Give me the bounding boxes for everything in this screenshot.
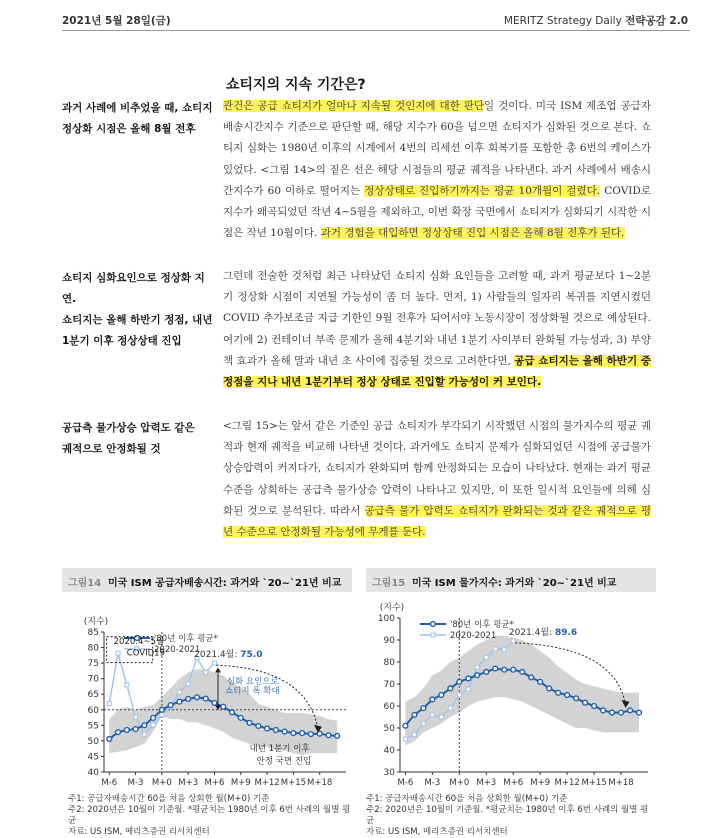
series-2020-2021-point [204, 670, 208, 674]
sidebar-note-line: 쇼티지 심화요인으로 정상화 지연. [62, 272, 205, 305]
series-2020-2021-point [186, 682, 190, 686]
series-average-point [151, 715, 156, 720]
y-unit-label: (지수) [83, 617, 109, 627]
range-band [109, 669, 337, 755]
series-average-point [291, 731, 296, 736]
figure-14-notes [68, 794, 352, 838]
note-line: 자료: US ISM, 메리츠증권 리서치센터 [366, 827, 508, 837]
series-average-point [256, 724, 261, 729]
series-average-point [502, 667, 507, 672]
x-tick-label: M+9 [230, 778, 251, 788]
note-line: 주2: 2020년은 10월이 기준월. *평균치는 1980년 이후 6번 사례의 월별 평균 [366, 805, 649, 826]
x-tick-label: M+6 [204, 778, 225, 788]
peak-value: 75.0 [240, 650, 263, 661]
x-tick-label: M+12 [554, 778, 580, 788]
series-average-point [403, 723, 408, 728]
series-2020-2021-point [511, 639, 515, 643]
series-average-point [547, 686, 552, 691]
series-average-point [300, 731, 305, 736]
series-average-point [335, 734, 340, 739]
series-average-point [601, 708, 606, 713]
series-average-point [565, 693, 570, 698]
x-tick-label: M+3 [476, 778, 497, 788]
widening-label-1: 심화 요인으로 [226, 676, 279, 687]
figure-14-title-bar [62, 568, 352, 592]
series-2020-2021-point [475, 665, 479, 669]
series-average-point [466, 676, 471, 681]
peak-annotation [509, 626, 577, 638]
series-average-point [186, 696, 191, 701]
x-tick-label: M+12 [254, 778, 280, 788]
series-average-point [124, 728, 129, 733]
sidebar-note-line: 공급측 물가상승 압력도 같은 [62, 422, 195, 434]
series-average-point [574, 696, 579, 701]
legend-current-label: 2020-2021 [450, 631, 497, 641]
series-2020-2021-point [403, 737, 407, 741]
series-2020-2021-point [151, 723, 155, 727]
series-average-point [159, 707, 164, 712]
range-band [405, 636, 639, 746]
y-tick-label: 60 [383, 702, 395, 712]
covid-label-2: COVID19 [126, 648, 165, 659]
series-average-point [421, 706, 426, 711]
series-average-point [511, 667, 516, 672]
x-tick-label: M+15 [581, 778, 607, 788]
figure-14 [62, 568, 352, 837]
figure-15-title-bar [366, 568, 656, 592]
figure-15 [366, 568, 656, 837]
figure-title: 미국 ISM 물가지수: 과거와 `20~`21년 비교 [412, 578, 617, 589]
series-average-point [556, 690, 561, 695]
series-average-point [439, 693, 444, 698]
y-tick-label: 50 [383, 724, 395, 734]
brand-name: MERITZ Strategy Daily [503, 15, 622, 27]
legend-average-label: '80년 이후 평균* [450, 620, 514, 630]
y-tick-label: 60 [87, 705, 99, 716]
highlight-text: 과거 경험을 대입하면 정상상태 진입 시점은 올해 8월 전후가 된다. [320, 227, 625, 240]
series-average-point [195, 695, 200, 700]
series-average-point [221, 704, 226, 709]
series-2020-2021-point [502, 648, 506, 652]
highlight-text: 정상상태로 진입하기까지는 평균 10개월이 걸렸다. [364, 184, 601, 197]
chart-15-svg [366, 592, 656, 792]
series-2020-2021-point [484, 655, 488, 659]
body-text: COVID로 지수가 왜곡되었던 작년 4~5월을 제외하고, 이번 확장 국면에서 쇼티지가 심화되기 시작한 시점은 작년 10월이다. [223, 184, 651, 240]
series-2020-2021-point [448, 706, 452, 710]
series-average-point [430, 697, 435, 702]
chart-14-svg [62, 592, 352, 792]
series-average-point [142, 723, 147, 728]
note-line: 자료: US ISM, 메리츠증권 리서치센터 [68, 827, 210, 837]
series-average-point [107, 737, 112, 742]
series-2020-2021-point [421, 722, 425, 726]
y-tick-label: 100 [377, 614, 395, 624]
y-tick-label: 55 [87, 721, 99, 732]
paragraph-1 [223, 96, 651, 244]
series-average-point [619, 710, 624, 715]
x-tick-label: M+18 [307, 778, 333, 788]
product-name: 전략공감 2.0 [625, 15, 688, 27]
series-average-point [282, 729, 287, 734]
series-average-point [628, 708, 633, 713]
y-tick-label: 40 [87, 768, 99, 778]
series-average-point [448, 686, 453, 691]
series-average-point [273, 728, 278, 733]
sidebar-note-1 [62, 98, 216, 140]
x-tick-label: M+6 [503, 778, 524, 788]
x-tick-label: M-6 [397, 778, 414, 788]
figure-15-notes [366, 794, 656, 838]
y-unit-label: (지수) [379, 603, 405, 613]
sidebar-note-line: 과거 사례에 비추었을 때, 쇼티지 [62, 102, 213, 114]
sidebar-note-line: 쇼티지는 올해 하반기 정점, 내년 [62, 314, 213, 326]
series-2020-2021-point [493, 647, 497, 651]
note-line: 주2: 2020년은 10월이 기준월. *평균치는 1980년 이후 6번 사례의 월별 평균 [68, 805, 351, 826]
highlight-text: 공급측 물가 압력도 쇼티지가 완화되는 것과 같은 궤적으로 평년 수준으로 안정화될 가능성에 무게를 둔다. [223, 504, 651, 539]
stabilize-label-2: 안정 국면 진입 [256, 756, 312, 767]
series-2020-2021-point [439, 715, 443, 719]
sidebar-note-line: 1분기 이후 정상상태 진입 [62, 335, 182, 347]
body-text: 그런데 전술한 것처럼 최근 나타났던 쇼티지 심화 요인들을 고려할 때, 과거 평균보다 1~2분기 정상화 시점이 지연될 가능성이 좀 더 높다. 먼저, 1) 사람들의 일자리 복귀를 지연시켰던 COVID 추가보조금 지급 기한인 9월 전후가 되어서야 노동시장이 정상화될 것으로 예상된다. 여기에 2) 컨테이너 부족 문제가 올해 4분기와 내년 1분기 사이부터 완화될 가능성과, 3) 부양책 효과가 올해 말과 내년 초 사이에 집중될 것으로 고려한다면, [223, 270, 651, 367]
legend-average-marker [431, 622, 436, 627]
x-tick-label: M+3 [178, 778, 199, 788]
peak-label: 2021.4월: [194, 650, 241, 661]
section-title: 쇼티지의 지속 기간은? [226, 77, 366, 93]
sidebar-note-3 [62, 418, 216, 460]
figure-title: 미국 ISM 공급자배송시간: 과거와 `20~`21년 비교 [108, 578, 342, 589]
paragraph-3 [223, 416, 651, 543]
y-tick-label: 70 [383, 680, 395, 690]
series-average-point [475, 673, 480, 678]
covid-label: 2020.4~5월 [113, 636, 165, 647]
y-tick-label: 80 [383, 658, 395, 668]
sidebar-note-line: 궤적으로 안정화될 것 [62, 443, 161, 455]
series-average-point [520, 670, 525, 675]
body-text: 일 것이다. 미국 ISM 제조업 공급자배송시간지수 기준으로 판단할 때, 해당 지수가 60을 넘으면 쇼티지가 심화된 것으로 본다. 쇼티지 심화는 1980년 이후의 시계에서 4번의 리세션 이후 회복기를 포함한 총 6번의 케이스가 있었다. <그림 14>의 짙은 선은 해당 시점들의 평균 궤적을 나타낸다. 과거 사례에서 배송시간지수가 60 이하로 떨어지는 [223, 100, 651, 197]
y-tick-label: 45 [87, 752, 99, 763]
series-average-point [309, 732, 314, 737]
highlight-text: 관건은 공급 쇼티지가 얼마나 지속될 것인지에 대한 판단 [223, 100, 485, 112]
report-date: 2021년 5월 28일(금) [62, 15, 171, 27]
y-tick-label: 70 [87, 674, 99, 685]
series-average-point [583, 700, 588, 705]
series-average-point [637, 710, 642, 715]
series-2020-2021-point [142, 732, 146, 736]
highlight-text: 공급 쇼티지는 올해 하반기 중 정점을 지나 내년 1분기부터 정상 상태로 진입할 가능성이 커 보인다. [223, 354, 651, 389]
x-tick-label: M+0 [449, 778, 470, 788]
y-tick-label: 80 [87, 643, 99, 654]
series-average-point [493, 666, 498, 671]
series-2020-2021-point [212, 661, 216, 665]
series-average-point [168, 703, 173, 708]
series-average-point [247, 720, 252, 725]
body-text: <그림 15>는 앞서 같은 기준인 공급 쇼티지가 부각되기 시작했던 시점의 물가지수의 평균 궤적과 현재 궤적을 비교해 나타낸 것이다. 과거에도 쇼티지 문제가 심화되었던 시점에 공급물가 상승압력이 커지다가, 쇼티지가 완화되며 함께 안정화되는 모습이 나타났다. 현재는 과거 평균수준을 상회하는 공급측 물가상승 압력이 나타나고 있지만, 이 또한 일시적 요인들에 의해 심화된 것으로 분석된다. 따라서 [223, 420, 651, 517]
y-tick-label: 30 [383, 768, 395, 778]
series-average-point [592, 704, 597, 709]
note-line: 주1: 공급자배송시간 60을 처음 상회한 월(M+0) 기준 [366, 794, 568, 804]
figure-tag: 그림14 [68, 578, 102, 589]
y-tick-label: 90 [383, 636, 395, 646]
stabilize-label-1: 내년 1분기 이후 [249, 744, 310, 755]
note-line: 주1: 공급자배송시간 60을 처음 상회한 월(M+0) 기준 [68, 794, 270, 804]
series-average-point [457, 679, 462, 684]
y-tick-label: 65 [87, 690, 99, 701]
sidebar-note-line: 정상화 시점은 올해 8월 전후 [62, 123, 196, 135]
series-2020-2021-point [134, 715, 138, 719]
series-average-point [412, 712, 417, 717]
series-2020-2021-point [430, 713, 434, 717]
y-tick-label: 40 [383, 746, 395, 756]
series-average-point [265, 726, 270, 731]
series-2020-2021-point [466, 687, 470, 691]
paragraph-2 [223, 266, 651, 393]
legend-current-marker [431, 633, 435, 637]
series-2020-2021-point [412, 733, 416, 737]
y-tick-label: 75 [87, 659, 99, 670]
series-2020-2021-point [457, 693, 461, 697]
legend-current-label: 2020-2021 [154, 645, 201, 655]
x-tick-label: M+18 [608, 778, 634, 788]
series-2020-2021-point [107, 702, 111, 706]
y-tick-label: 50 [87, 736, 99, 747]
series-average-point [230, 710, 235, 715]
series-average-point [133, 727, 138, 732]
series-average-point [538, 679, 543, 684]
series-average-point [212, 701, 217, 706]
series-average-point [177, 699, 182, 704]
report-brand [504, 13, 688, 28]
series-average-point [116, 730, 121, 735]
x-tick-label: M+9 [530, 778, 551, 788]
figure-tag: 그림15 [372, 578, 406, 589]
x-tick-label: M+0 [151, 778, 172, 788]
series-average-point [326, 733, 331, 738]
series-average-point [238, 715, 243, 720]
series-average-point [203, 696, 208, 701]
x-tick-label: M-3 [127, 778, 144, 788]
series-2020-2021-point [177, 690, 181, 694]
peak-annotation [194, 648, 262, 660]
peak-value: 89.6 [554, 627, 578, 638]
y-tick-label: 85 [87, 628, 99, 638]
x-tick-label: M-3 [424, 778, 441, 788]
series-2020-2021-point [125, 683, 129, 687]
series-average-point [610, 710, 615, 715]
x-tick-label: M+15 [280, 778, 307, 788]
peak-label: 2021.4월: [508, 627, 555, 638]
series-2020-2021-point [116, 651, 120, 655]
widening-arrow-head-up [215, 667, 221, 672]
widening-label-2: 쇼티지 폭 확대 [225, 686, 280, 697]
legend-average-label: '80년 이후 평균* [154, 634, 218, 644]
series-average-point [484, 670, 489, 675]
sidebar-note-2 [62, 268, 216, 352]
series-average-point [529, 675, 534, 680]
x-tick-label: M-6 [101, 778, 118, 788]
header-divider [62, 30, 690, 31]
series-2020-2021-point [160, 713, 164, 717]
